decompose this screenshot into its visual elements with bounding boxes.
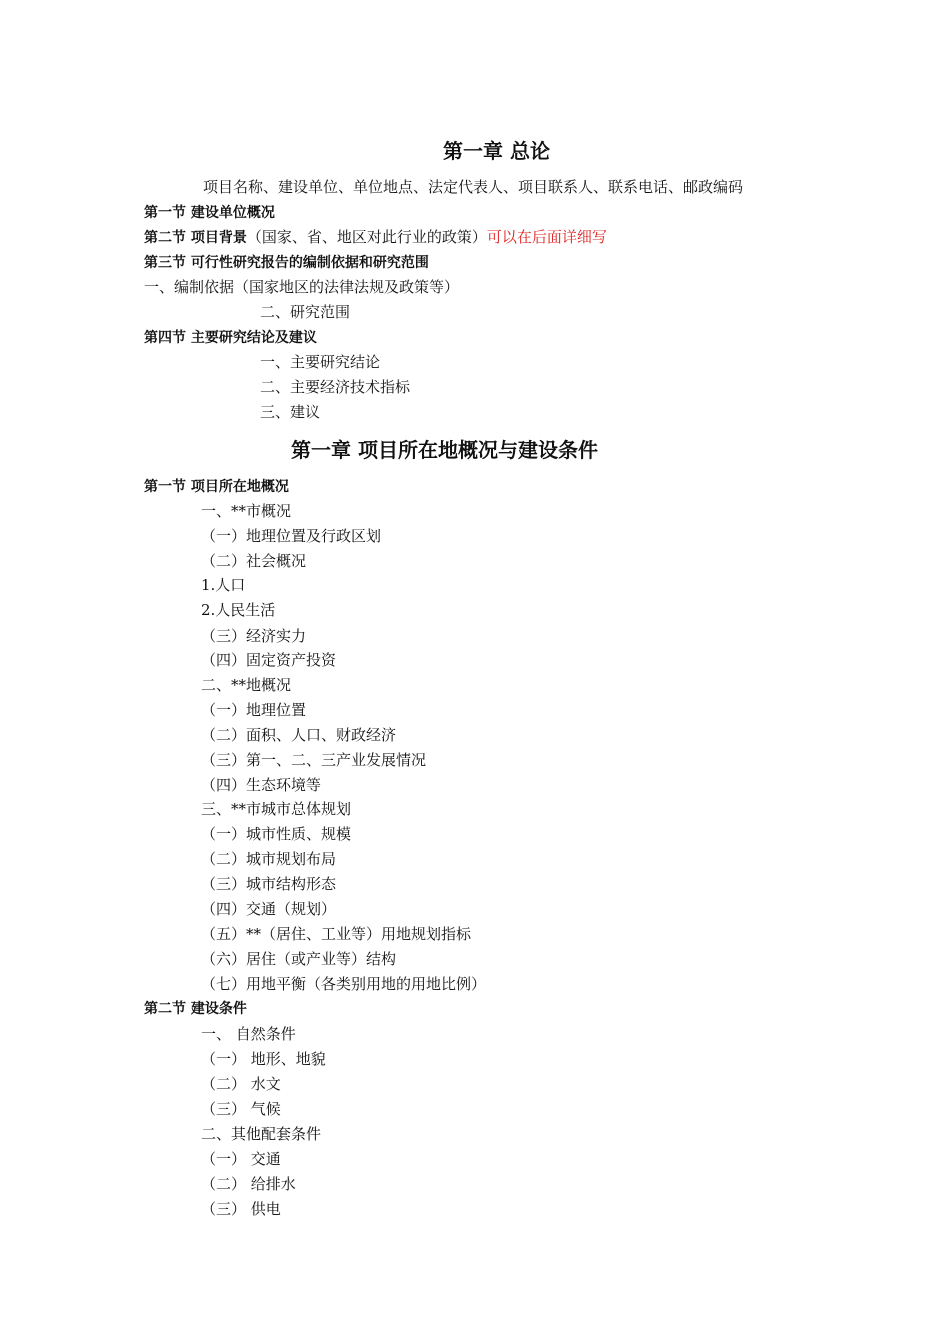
list-item: （三） 气候 (201, 1100, 281, 1118)
section-2-title: 第二节 项目背景 (144, 230, 247, 246)
section-1-heading: 第一节 建设单位概况 (144, 205, 275, 221)
list-item: （一）地理位置及行政区划 (201, 527, 382, 545)
list-item: （七）用地平衡（各类别用地的用地比例） (201, 975, 487, 993)
list-item: （四）生态环境等 (201, 776, 322, 794)
section-2-note: （国家、省、地区对此行业的政策） (246, 228, 487, 246)
section-2-heading (144, 227, 607, 248)
list-item: （三）经济实力 (201, 627, 307, 645)
list-item: （四）固定资产投资 (201, 651, 337, 669)
section-4-item-3: 三、建议 (260, 403, 321, 421)
section-4-heading: 第四节 主要研究结论及建议 (144, 330, 317, 346)
list-item: （五）**（居住、工业等）用地规划指标 (201, 925, 472, 943)
list-item: （一） 交通 (201, 1150, 281, 1168)
section-3-heading: 第三节 可行性研究报告的编制依据和研究范围 (144, 255, 429, 271)
list-item: （三） 供电 (201, 1200, 281, 1218)
list-item: （二）面积、人口、财政经济 (201, 726, 397, 744)
chapter-1-intro: 项目名称、建设单位、单位地点、法定代表人、项目联系人、联系电话、邮政编码 (203, 178, 744, 196)
section-3-item-2: 二、研究范围 (260, 303, 351, 321)
list-item: （二）城市规划布局 (201, 850, 337, 868)
list-item: 一、 自然条件 (201, 1025, 296, 1043)
list-item: 2.人民生活 (201, 601, 276, 619)
section-4-item-1: 一、主要研究结论 (260, 353, 381, 371)
list-item: （一）地理位置 (201, 701, 307, 719)
section-2-red-note: 可以在后面详细写 (486, 228, 607, 246)
chapter-1-title: 第一章 总论 (443, 139, 550, 163)
list-item: （一）城市性质、规模 (201, 825, 352, 843)
list-item: 二、其他配套条件 (201, 1125, 322, 1143)
list-item: 一、**市概况 (201, 502, 292, 520)
list-item: （二）社会概况 (201, 552, 307, 570)
list-item: （六）居住（或产业等）结构 (201, 950, 397, 968)
list-item: 二、**地概况 (201, 676, 292, 694)
chapter-2-title: 第一章 项目所在地概况与建设条件 (291, 438, 598, 462)
section-4-item-2: 二、主要经济技术指标 (260, 378, 411, 396)
list-item: （二） 水文 (201, 1075, 281, 1093)
ch2-section-2-heading: 第二节 建设条件 (144, 1001, 247, 1017)
list-item: （三）第一、二、三产业发展情况 (201, 751, 427, 769)
section-3-item-1: 一、编制依据（国家地区的法律法规及政策等） (144, 278, 460, 296)
list-item: （二） 给排水 (201, 1175, 296, 1193)
list-item: 三、**市城市总体规划 (201, 800, 352, 818)
list-item: （一） 地形、地貌 (201, 1050, 326, 1068)
list-item: （三）城市结构形态 (201, 875, 337, 893)
list-item: 1.人口 (201, 576, 246, 594)
ch2-section-1-heading: 第一节 项目所在地概况 (144, 479, 289, 495)
list-item: （四）交通（规划） (201, 900, 337, 918)
